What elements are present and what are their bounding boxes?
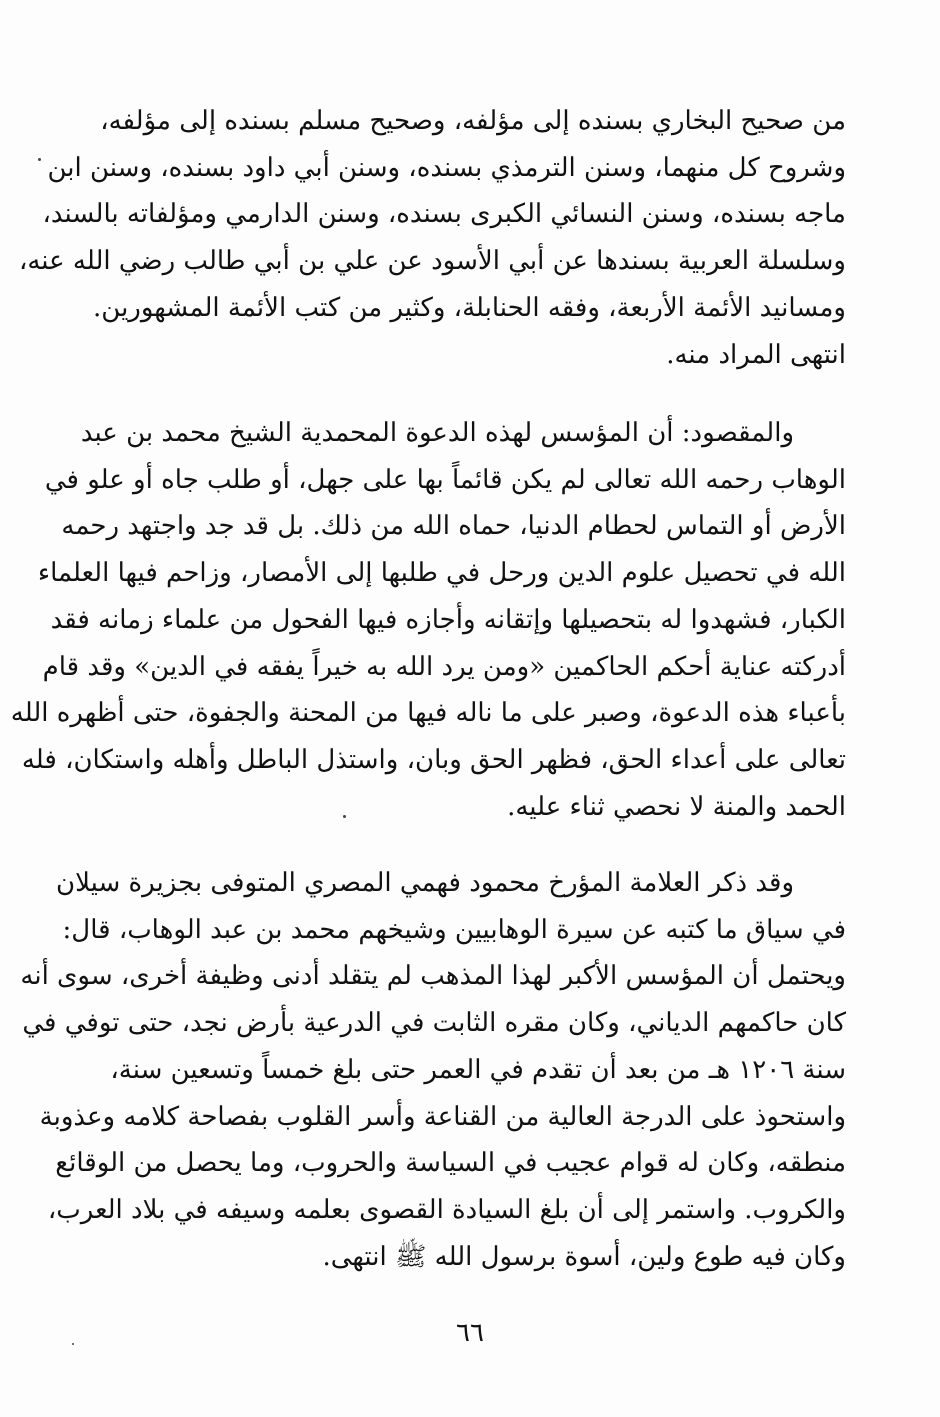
text-line: واستحوذ على الدرجة العالية من القناعة وأسر القلوب بفصاحة كلامه وعذوبة — [39, 1101, 846, 1132]
text-line: وقد ذكر العلامة المؤرخ محمود فهمي المصري المتوفى بجزيرة سيلان — [56, 868, 794, 898]
text-line: ماجه بسنده، وسنن النسائي الكبرى بسنده، وسنن الدارمي ومؤلفاته بالسند، — [42, 199, 846, 230]
scan-speck — [343, 815, 346, 818]
scan-speck — [72, 1343, 74, 1345]
text-line: ومسانيد الأئمة الأربعة، وفقه الحنابلة، وكثير من كتب الأئمة المشهورين. — [93, 292, 846, 323]
text-line: وشروح كل منهما، وسنن الترمذي بسنده، وسنن أبي داود بسنده، وسنن ابن — [47, 152, 846, 183]
text-line: أدركته عناية أحكم الحاكمين «ومن يرد الله به خيراً يفقه في الدين» وقد قام — [42, 651, 846, 682]
text-line: وكان فيه طوع ولين، أسوة برسول الله ﷺ انتهى. — [322, 1241, 846, 1272]
text-line: والمقصود: أن المؤسس لهذه الدعوة المحمدية الشيخ محمد بن عبد — [80, 418, 794, 448]
text-line: كان حاكمهم الدياني، وكان مقره الثابت في الدرعية بأرض نجد، حتى توفي في — [22, 1008, 846, 1039]
text-line: تعالى على أعداء الحق، فظهر الحق وبان، واستذل الباطل وأهله واستكان، فله — [21, 744, 846, 775]
text-line: سنة ١٢٠٦ هـ من بعد أن تقدم في العمر حتى بلغ خمساً وتسعين سنة، — [110, 1054, 846, 1085]
text-line: ويحتمل أن المؤسس الأكبر لهذا المذهب لم يتقلد أدنى وظيفة أخرى، سوى أنه — [20, 961, 846, 992]
page-number: ٦٦ — [456, 1318, 484, 1348]
text-line: الوهاب رحمه الله تعالى لم يكن قائماً بها على جهل، أو طلب جاه أو علو في — [44, 464, 846, 495]
paragraph-2 — [10, 410, 846, 830]
scan-speck — [38, 158, 41, 161]
text-line: منطقه، وكان له قوام عجيب في السياسة والحروب، وما يحصل من الوقائع — [55, 1148, 846, 1179]
paragraph-1 — [18, 98, 846, 378]
text-line: والكروب. واستمر إلى أن بلغ السيادة القصوى بعلمه وسيفه في بلاد العرب، — [47, 1194, 846, 1225]
paragraph-3 — [20, 860, 846, 1280]
text-line: من صحيح البخاري بسنده إلى مؤلفه، وصحيح مسلم بسنده إلى مؤلفه، — [100, 106, 846, 136]
text-line: الكبار، فشهدوا له بتحصيلها وإتقانه وأجازه فيها الفحول من علماء زمانه فقد — [50, 604, 846, 635]
text-line: في سياق ما كتبه عن سيرة الوهابيين وشيخهم محمد بن عبد الوهاب، قال: — [62, 914, 846, 945]
text-line: انتهى المراد منه. — [666, 339, 846, 370]
text-line: الأرض أو التماس لحطام الدنيا، حماه الله من ذلك. بل قد جد واجتهد رحمه — [61, 511, 846, 542]
text-line: وسلسلة العربية بسندها عن أبي الأسود عن علي بن أبي طالب رضي الله عنه، — [18, 246, 846, 277]
text-line: بأعباء هذه الدعوة، وصبر على ما ناله فيها من المحنة والجفوة، حتى أظهره الله — [10, 698, 846, 729]
text-line: الحمد والمنة لا نحصي ثناء عليه. — [507, 791, 846, 822]
text-line: الله في تحصيل علوم الدين ورحل في طلبها إلى الأمصار، وزاحم فيها العلماء — [37, 558, 846, 589]
